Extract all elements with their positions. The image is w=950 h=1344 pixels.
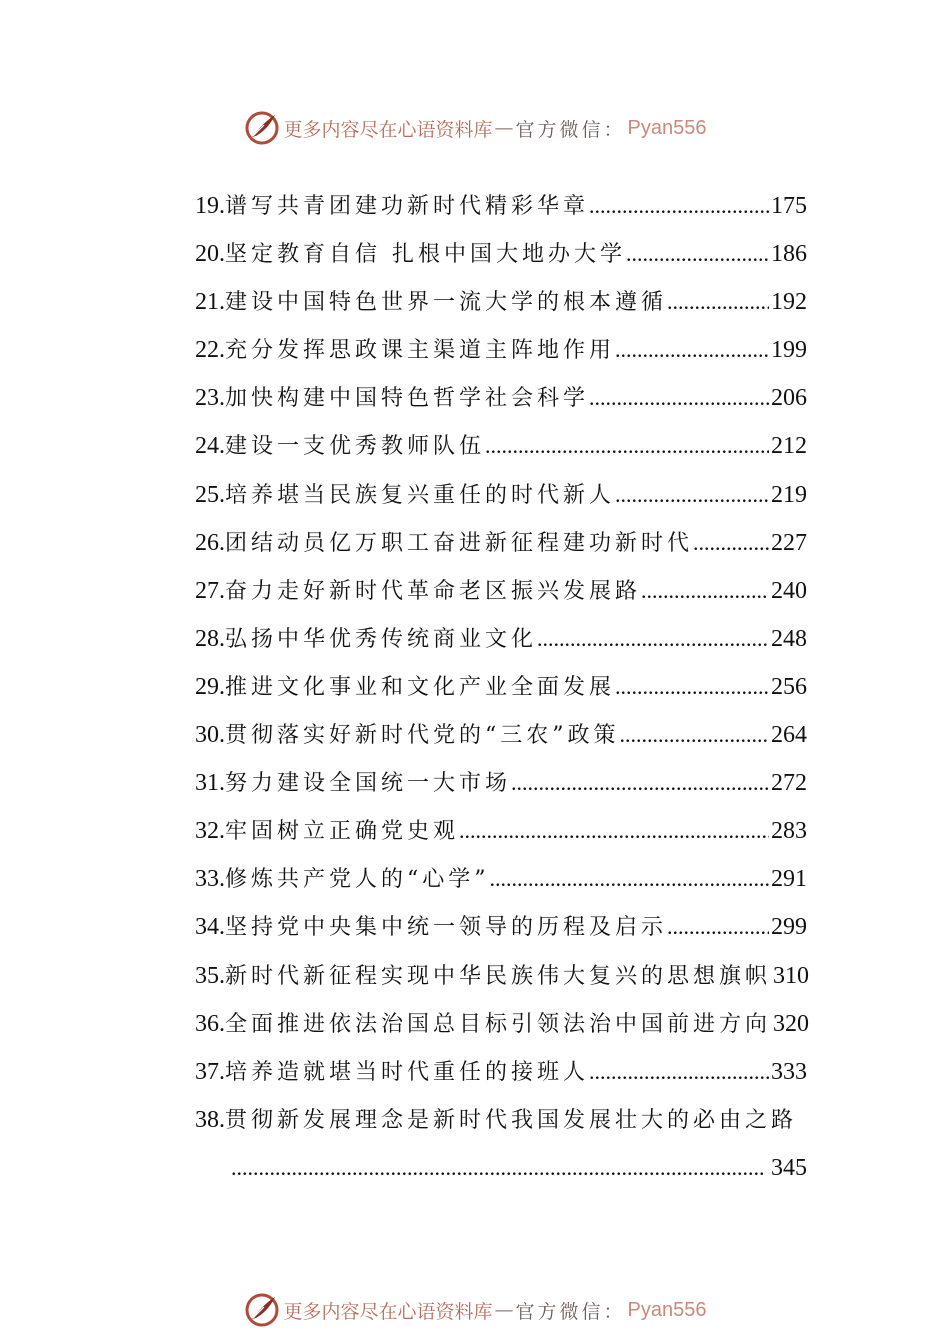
toc-number: 36. <box>195 1010 225 1037</box>
toc-title: 新时代新征程实现中华民族伟大复兴的思想旗帜 <box>225 963 772 989</box>
toc-number: 29. <box>195 673 225 700</box>
toc-title: 弘扬中华优秀传统商业文化 <box>225 626 538 652</box>
toc-page: 199 <box>771 337 807 364</box>
toc-entry-continuation[interactable] <box>195 1148 807 1196</box>
toc-page: 291 <box>771 866 807 893</box>
toc-number: 26. <box>195 529 225 556</box>
toc-page: 212 <box>771 433 807 460</box>
toc-page: 206 <box>771 385 807 412</box>
toc-title: 修炼共产党人的“心学” <box>225 867 490 893</box>
quill-logo-icon <box>244 110 280 146</box>
toc-page: 320 <box>773 1010 810 1037</box>
toc-entry[interactable] <box>195 1004 810 1052</box>
toc-number: 37. <box>195 1058 225 1085</box>
banner-dash: — <box>494 1299 514 1321</box>
toc-entry[interactable] <box>195 234 807 282</box>
toc-number: 30. <box>195 722 225 749</box>
toc-number: 24. <box>195 433 225 460</box>
toc-number: 38. <box>195 1106 225 1133</box>
dot-leader <box>490 859 770 899</box>
toc-title: 坚持党中央集中统一领导的历程及启示 <box>225 915 668 941</box>
toc-title: 谱写共青团建功新时代精彩华章 <box>225 194 590 219</box>
dot-leader <box>589 1052 769 1092</box>
header-banner <box>0 106 950 150</box>
toc-number: 32. <box>195 818 225 845</box>
dot-leader <box>693 523 769 563</box>
toc-page: 272 <box>771 770 807 797</box>
toc-number: 21. <box>195 289 225 316</box>
dot-leader <box>589 378 769 418</box>
toc-title: 建设中国特色世界一流大学的根本遵循 <box>225 290 668 316</box>
toc-entry[interactable] <box>195 811 807 859</box>
toc-title: 建设一支优秀教师队伍 <box>225 434 486 460</box>
toc-entry[interactable] <box>195 667 807 715</box>
banner-wechat-id: Pyan556 <box>627 1298 707 1321</box>
toc-title: 推进文化事业和文化产业全面发展 <box>225 674 616 700</box>
toc-entry[interactable] <box>195 426 807 474</box>
toc-entry[interactable] <box>195 619 807 667</box>
toc-title: 牢固树立正确党史观 <box>225 819 460 845</box>
toc-entry[interactable] <box>195 715 807 763</box>
dot-leader <box>589 186 769 226</box>
dot-leader <box>615 330 769 370</box>
toc-page: 248 <box>771 625 807 652</box>
toc-number: 31. <box>195 770 225 797</box>
toc-page: 299 <box>771 914 807 941</box>
toc-page: 310 <box>773 962 810 989</box>
toc-page: 175 <box>771 193 807 219</box>
dot-leader <box>626 234 769 274</box>
toc-number: 22. <box>195 337 225 364</box>
toc-entry[interactable] <box>195 571 807 619</box>
dot-leader <box>667 907 769 947</box>
banner-wechat-id: Pyan556 <box>627 116 707 139</box>
toc-entry[interactable] <box>195 523 807 571</box>
toc-number: 20. <box>195 241 225 268</box>
dot-leader <box>511 763 769 803</box>
toc-number: 34. <box>195 914 225 941</box>
toc-page: 333 <box>771 1058 807 1085</box>
toc-title: 全面推进依法治国总目标引领法治中国前进方向 <box>225 1011 772 1037</box>
toc-page: 219 <box>771 481 807 508</box>
toc-entry[interactable] <box>195 378 807 426</box>
dot-leader <box>615 475 769 515</box>
toc-title: 奋力走好新时代革命老区振兴发展路 <box>225 578 642 604</box>
toc-entry[interactable] <box>195 1100 807 1148</box>
dot-leader <box>537 619 769 659</box>
dot-leader <box>459 811 769 851</box>
toc-number: 19. <box>195 193 225 219</box>
toc-title: 贯彻落实好新时代党的“三农”政策 <box>225 723 620 749</box>
toc-page: 240 <box>771 577 807 604</box>
dot-leader <box>620 715 770 755</box>
toc-entry[interactable] <box>195 282 807 330</box>
toc-title: 充分发挥思政课主渠道主阵地作用 <box>225 338 616 364</box>
toc-page: 256 <box>771 673 807 700</box>
toc-number: 27. <box>195 577 225 604</box>
toc-title: 加快构建中国特色哲学社会科学 <box>225 386 590 412</box>
toc-title: 坚定教育自信 扎根中国大地办大学 <box>225 242 626 268</box>
toc-title: 培养造就堪当时代重任的接班人 <box>225 1059 590 1085</box>
dot-leader <box>615 667 769 707</box>
toc-entry[interactable] <box>195 475 807 523</box>
toc-number: 28. <box>195 625 225 652</box>
toc-entry[interactable] <box>195 763 807 811</box>
banner-brand: 更多内容尽在心语资料库 <box>283 118 493 141</box>
table-of-contents <box>195 186 810 1196</box>
toc-number: 35. <box>195 962 225 989</box>
toc-number: 25. <box>195 481 225 508</box>
banner-official: 官方微信： <box>515 1300 626 1323</box>
dot-leader <box>485 426 769 466</box>
toc-page: 345 <box>771 1154 807 1181</box>
dot-leader <box>667 282 769 322</box>
banner-dash: — <box>494 117 514 139</box>
toc-page: 192 <box>771 289 807 316</box>
toc-number: 23. <box>195 385 225 412</box>
toc-entry[interactable] <box>195 956 810 1004</box>
dot-leader <box>231 1148 763 1188</box>
quill-logo-icon <box>244 1292 280 1328</box>
toc-page: 186 <box>771 241 807 268</box>
toc-title: 贯彻新发展理念是新时代我国发展壮大的必由之路 <box>225 1107 798 1133</box>
banner-official: 官方微信： <box>515 118 626 141</box>
toc-title: 培养堪当民族复兴重任的时代新人 <box>225 482 616 508</box>
toc-entry[interactable] <box>195 859 807 907</box>
toc-entry[interactable] <box>195 330 807 378</box>
toc-title: 努力建设全国统一大市场 <box>225 771 512 797</box>
toc-page: 283 <box>771 818 807 845</box>
toc-number: 33. <box>195 866 225 893</box>
toc-entry[interactable] <box>195 1052 807 1100</box>
footer-banner <box>0 1288 950 1332</box>
toc-page: 227 <box>771 529 807 556</box>
toc-entry[interactable] <box>195 186 807 234</box>
toc-entry[interactable] <box>195 907 807 955</box>
toc-title: 团结动员亿万职工奋进新征程建功新时代 <box>225 530 694 556</box>
dot-leader <box>641 571 769 611</box>
toc-page: 264 <box>771 722 807 749</box>
banner-brand: 更多内容尽在心语资料库 <box>283 1300 493 1323</box>
